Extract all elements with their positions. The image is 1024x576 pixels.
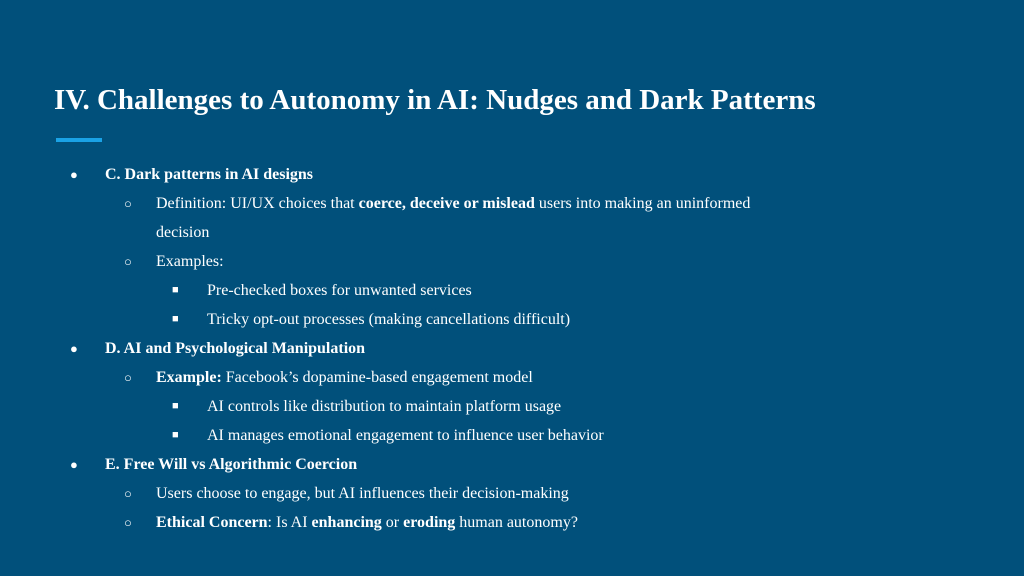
filled-circle-bullet-icon: ● xyxy=(70,167,78,182)
d-sub-1-row xyxy=(0,392,1024,421)
hollow-circle-bullet-icon: ○ xyxy=(124,196,132,211)
section-d-heading-row xyxy=(0,334,1024,363)
section-c-heading: C. Dark patterns in AI designs xyxy=(105,166,314,183)
definition-continuation-row xyxy=(0,218,1024,247)
example-1-text: Pre-checked boxes for unwanted services xyxy=(207,282,472,299)
d-sub-1-text: AI controls like distribution to maintain platform usage xyxy=(207,398,562,415)
d-sub-2-row xyxy=(0,421,1024,450)
filled-circle-bullet-icon: ● xyxy=(70,457,78,472)
section-d-heading: D. AI and Psychological Manipulation xyxy=(105,340,366,357)
square-bullet-icon: ■ xyxy=(172,400,179,412)
e-item-1-row xyxy=(0,479,1024,508)
concern-text-2: or xyxy=(381,514,404,531)
hollow-circle-bullet-icon: ○ xyxy=(124,486,132,501)
e-item-1-text: Users choose to engage, but AI influences their decision-making xyxy=(156,485,569,502)
section-e-heading-row xyxy=(0,450,1024,479)
example-bold-label: Example: xyxy=(156,369,222,386)
ethical-concern-text xyxy=(156,508,578,537)
definition-prefix: Definition: UI/UX choices that xyxy=(156,195,359,212)
facebook-example-row xyxy=(0,363,1024,392)
enhancing-bold: enhancing xyxy=(311,514,382,531)
section-e-heading: E. Free Will vs Algorithmic Coercion xyxy=(105,456,358,473)
square-bullet-icon: ■ xyxy=(172,429,179,441)
square-bullet-icon: ■ xyxy=(172,284,179,296)
example-1-row xyxy=(0,276,1024,305)
examples-label: Examples: xyxy=(156,253,224,270)
facebook-example-text xyxy=(156,363,533,392)
title-accent-rule xyxy=(56,138,102,142)
definition-continuation: decision xyxy=(156,224,210,241)
definition-suffix: users into making an uninformed xyxy=(534,195,751,212)
example-2-text: Tricky opt-out processes (making cancellations difficult) xyxy=(207,311,571,328)
hollow-circle-bullet-icon: ○ xyxy=(124,370,132,385)
definition-text xyxy=(156,189,750,218)
definition-row xyxy=(0,189,1024,218)
concern-text-1: : Is AI xyxy=(267,514,312,531)
definition-bold: coerce, deceive or mislead xyxy=(358,195,535,212)
section-c-heading-row xyxy=(0,160,1024,189)
d-sub-2-text: AI manages emotional engagement to influence user behavior xyxy=(207,427,604,444)
hollow-circle-bullet-icon: ○ xyxy=(124,515,132,530)
eroding-bold: eroding xyxy=(403,514,456,531)
examples-row xyxy=(0,247,1024,276)
concern-text-3: human autonomy? xyxy=(455,514,578,531)
square-bullet-icon: ■ xyxy=(172,313,179,325)
filled-circle-bullet-icon: ● xyxy=(70,341,78,356)
hollow-circle-bullet-icon: ○ xyxy=(124,254,132,269)
example-description: Facebook’s dopamine-based engagement model xyxy=(221,369,533,386)
slide-title: IV. Challenges to Autonomy in AI: Nudges and Dark Patterns xyxy=(54,84,816,116)
slide-body xyxy=(0,160,1024,537)
ethical-concern-row xyxy=(0,508,1024,537)
concern-bold-label: Ethical Concern xyxy=(156,514,268,531)
example-2-row xyxy=(0,305,1024,334)
